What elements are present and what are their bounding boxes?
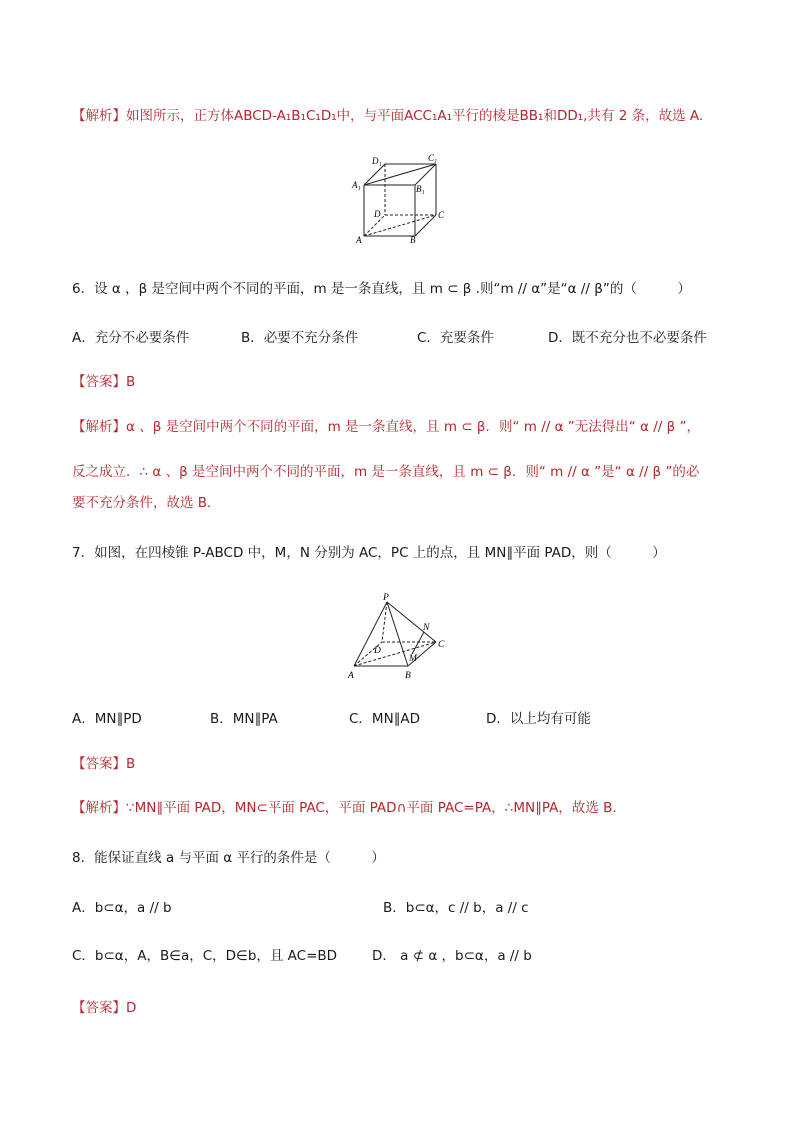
cube-figure xyxy=(340,150,450,250)
q6-answer: 【答案】B xyxy=(72,374,136,390)
label-a: A xyxy=(356,235,362,245)
q7-option-a[interactable]: A．MN∥PD xyxy=(72,711,142,727)
edge-pd xyxy=(382,602,387,642)
q7-option-c[interactable]: C．MN∥AD xyxy=(349,711,421,727)
edge-pa xyxy=(354,602,387,666)
label-d: D xyxy=(374,209,381,219)
diag-ac xyxy=(354,642,436,666)
label-d: D xyxy=(374,646,381,656)
q6-analysis-line3: 要不充分条件，故选 B． xyxy=(72,495,221,511)
q6-option-a[interactable]: A．充分不必要条件 xyxy=(72,330,190,346)
segment-mn xyxy=(412,632,424,654)
edge-pc xyxy=(387,602,436,642)
q8-stem: 8．能保证直线 a 与平面 α 平行的条件是（ ） xyxy=(72,850,385,866)
label-c: C xyxy=(438,640,445,650)
q6-option-d[interactable]: D．既不充分也不必要条件 xyxy=(548,330,707,346)
pyramid-figure xyxy=(340,590,455,690)
label-a: A xyxy=(348,671,354,681)
label-n: N xyxy=(423,623,430,633)
q5-analysis: 【解析】如图所示，正方体ABCD-A₁B₁C₁D₁中，与平面ACC₁A₁平行的棱是BB₁和DD₁,共有 2 条，故选 A. xyxy=(72,108,704,124)
q8-answer: 【答案】D xyxy=(72,1000,137,1016)
label-p: P xyxy=(383,593,389,603)
label-d1: D₁ xyxy=(372,156,382,166)
label-c1: C₁ xyxy=(428,153,438,163)
q7-option-d[interactable]: D．以上均有可能 xyxy=(486,711,591,727)
edge-pb xyxy=(387,602,408,666)
label-c: C xyxy=(438,210,445,220)
q6-option-b[interactable]: B．必要不充分条件 xyxy=(241,330,359,346)
q6-option-c[interactable]: C．充要条件 xyxy=(417,330,494,346)
q7-analysis: 【解析】∵MN∥平面 PAD，MN⊂平面 PAC，平面 PAD∩平面 PAC=PA，∴MN∥PA，故选 B. xyxy=(72,800,617,816)
q8-option-d[interactable]: D． a ⊄ α ，b⊂α，a // b xyxy=(372,948,532,964)
q6-stem: 6．设 α ，β 是空间中两个不同的平面，m 是一条直线，且 m ⊂ β .则“m // α”是“α // β”的（ ） xyxy=(72,281,691,297)
q6-analysis-line1: 【解析】α 、β 是空间中两个不同的平面，m 是一条直线，且 m ⊂ β．则“ m // α ”无法得出“ α // β ”， xyxy=(72,419,701,435)
q8-option-a[interactable]: A．b⊂α，a // b xyxy=(72,900,172,916)
q6-analysis-line2: 反之成立．∴ α 、β 是空间中两个不同的平面，m 是一条直线，且 m ⊂ β．则“ m // α ”是“ α // β ”的必 xyxy=(72,464,700,480)
label-b: B xyxy=(410,235,416,245)
q8-option-b[interactable]: B．b⊂α，c // b，a // c xyxy=(383,900,529,916)
q7-option-b[interactable]: B．MN∥PA xyxy=(210,711,278,727)
label-b1: B₁ xyxy=(416,184,425,194)
label-m: M xyxy=(409,654,417,664)
q7-answer: 【答案】B xyxy=(72,756,136,772)
q7-stem: 7．如图，在四棱锥 P-ABCD 中，M，N 分别为 AC，PC 上的点，且 MN∥平面 PAD，则（ ） xyxy=(72,545,666,561)
label-b: B xyxy=(405,671,411,681)
label-a1: A₁ xyxy=(352,180,361,190)
edge-bc xyxy=(415,215,436,236)
q8-option-c[interactable]: C．b⊂α，A，B∈a，C，D∈b，且 AC=BD xyxy=(72,948,338,964)
